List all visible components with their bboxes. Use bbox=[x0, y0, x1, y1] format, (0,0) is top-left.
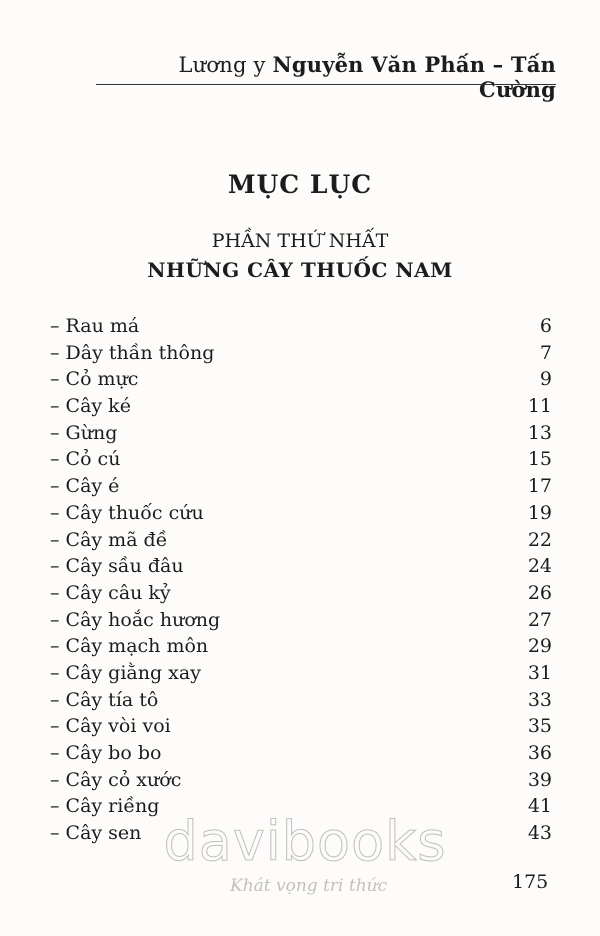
header-prefix: Lương y bbox=[178, 53, 266, 77]
toc-entry bbox=[50, 473, 552, 500]
toc-entry-page: 6 bbox=[539, 315, 552, 337]
toc-entry-page: 41 bbox=[527, 795, 552, 818]
toc-entry bbox=[50, 420, 552, 447]
toc-entry-label: – Cây giằng xay bbox=[50, 661, 201, 684]
running-header bbox=[96, 52, 556, 102]
toc-entry-page: 7 bbox=[539, 341, 552, 364]
watermark-brand: davibooks bbox=[163, 810, 447, 873]
toc-entry bbox=[50, 607, 552, 634]
toc-entry-page: 43 bbox=[527, 822, 552, 845]
toc-entry-label: – Cây câu kỷ bbox=[50, 581, 171, 604]
toc-entry bbox=[50, 660, 552, 687]
toc-entry bbox=[50, 366, 552, 393]
toc-entry bbox=[50, 687, 552, 714]
toc-entry bbox=[50, 340, 552, 367]
toc-entry-page: 11 bbox=[527, 395, 552, 418]
header-author-1: Nguyễn Văn Phấn bbox=[272, 52, 486, 77]
toc-entry bbox=[50, 633, 552, 660]
toc-entry-label: – Cây é bbox=[50, 475, 120, 498]
toc-entry-label: – Cỏ cú bbox=[50, 448, 121, 471]
page-number: 175 bbox=[512, 871, 549, 893]
header-separator: – bbox=[485, 52, 511, 77]
page-title: MỤC LỤC bbox=[227, 170, 373, 199]
toc-entry-page: 22 bbox=[527, 528, 552, 551]
toc-entry-page: 36 bbox=[527, 742, 552, 764]
toc-entry-label: – Cây sầu đâu bbox=[50, 555, 184, 578]
toc-entry bbox=[50, 767, 552, 794]
toc-entry-label: – Cây hoắc hương bbox=[50, 608, 221, 631]
part-subtitle: NHỮNG CÂY THUỐC NAM bbox=[147, 258, 453, 282]
toc-entry bbox=[50, 446, 552, 473]
toc-entry-label: – Cây mạch môn bbox=[50, 635, 209, 658]
toc-entry-page: 31 bbox=[527, 661, 552, 684]
toc-entry-label: – Cỏ mực bbox=[50, 368, 139, 391]
toc-entry-label: – Cây tía tô bbox=[50, 688, 159, 711]
toc-entry-label: – Gừng bbox=[50, 421, 118, 444]
header-rule bbox=[96, 84, 556, 85]
header-author-2: Tấn Cường bbox=[479, 52, 556, 102]
toc-entry bbox=[50, 313, 552, 340]
toc-entry-page: 9 bbox=[539, 368, 552, 391]
toc-entry-page: 39 bbox=[527, 768, 552, 791]
toc-entry-page: 17 bbox=[527, 475, 552, 498]
toc-entry-label: – Cây thuốc cứu bbox=[50, 501, 204, 524]
watermark-tagline: Khát vọng tri thức bbox=[230, 876, 388, 896]
toc-entry-label: – Cây vòi voi bbox=[50, 715, 171, 738]
toc-entry-label: – Cây riềng bbox=[50, 795, 160, 818]
toc-entry-page: 35 bbox=[527, 715, 552, 738]
toc-entry-page: 24 bbox=[527, 555, 552, 578]
toc-entry bbox=[50, 393, 552, 420]
toc-entry-label: – Cây ké bbox=[50, 395, 131, 418]
toc-entry-page: 27 bbox=[527, 608, 552, 631]
toc-entry-label: – Cây cỏ xước bbox=[50, 768, 182, 791]
toc-entry bbox=[50, 713, 552, 740]
toc-entry-page: 13 bbox=[527, 421, 552, 444]
toc-entry bbox=[50, 527, 552, 554]
part-heading: PHẦN THỨ NHẤT bbox=[211, 230, 389, 252]
toc-entry-label: – Cây sen bbox=[50, 822, 142, 845]
table-of-contents bbox=[50, 313, 552, 847]
toc-entry bbox=[50, 500, 552, 527]
toc-entry-page: 33 bbox=[527, 688, 552, 711]
toc-entry-label: – Cây mã đề bbox=[50, 528, 168, 551]
toc-entry bbox=[50, 580, 552, 607]
toc-entry bbox=[50, 553, 552, 580]
toc-entry-page: 19 bbox=[527, 501, 552, 524]
toc-entry-label: – Cây bo bo bbox=[50, 742, 162, 764]
toc-entry-label: – Rau má bbox=[50, 315, 140, 337]
toc-entry bbox=[50, 740, 552, 767]
toc-entry-page: 29 bbox=[527, 635, 552, 658]
toc-entry-page: 26 bbox=[527, 581, 552, 604]
toc-entry-page: 15 bbox=[527, 448, 552, 471]
toc-entry-label: – Dây thần thông bbox=[50, 341, 215, 364]
